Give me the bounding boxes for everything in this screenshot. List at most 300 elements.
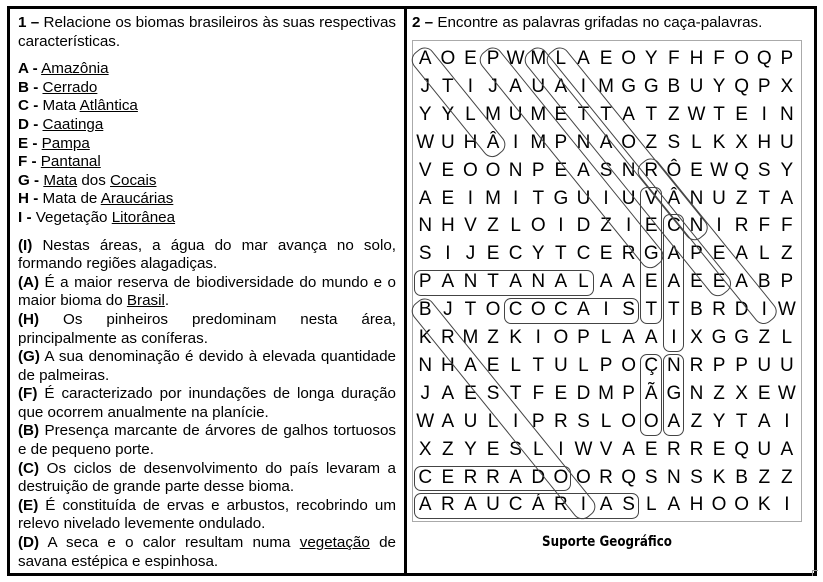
text-fragment: Araucárias [100, 190, 174, 208]
grid-letter: C [666, 215, 681, 237]
grid-letter: A [599, 131, 613, 153]
grid-letter: Z [758, 327, 771, 348]
grid-letter: A [577, 159, 590, 181]
statement-answer: (A) [18, 273, 40, 291]
grid-letter: M [530, 131, 547, 153]
grid-letter: Y [712, 75, 726, 97]
grid-letter: Y [780, 159, 794, 181]
grid-letter: E [599, 48, 613, 69]
grid-letter: W [506, 48, 525, 69]
grid-letter: E [712, 243, 726, 265]
grid-letter: J [443, 299, 453, 321]
grid-letter: R [599, 466, 613, 488]
grid-letter: Ô [666, 159, 682, 181]
grid-letter: E [464, 48, 477, 69]
grid-letter: I [761, 299, 767, 321]
text-fragment: Os ciclos de desenvolvimento do país levaram a destruição de grande parte desse bioma. [18, 459, 396, 496]
statement-answer: (B) [18, 422, 40, 440]
grid-letter: M [462, 327, 479, 348]
grid-letter: A [441, 271, 455, 293]
text-fragment: Amazônia [41, 60, 109, 78]
grid-letter: C [576, 243, 591, 265]
grid-letter: P [531, 159, 545, 181]
grid-letter: R [621, 243, 636, 265]
grid-letter: I [603, 299, 609, 321]
grid-letter: E [599, 243, 613, 265]
grid-letter: A [441, 382, 455, 404]
grid-letter: A [554, 75, 568, 97]
grid-letter: Z [781, 466, 793, 488]
grid-letter: L [600, 410, 612, 432]
word-outline-vertical [640, 354, 662, 436]
grid-letter: A [735, 243, 748, 265]
grid-letter: E [486, 243, 500, 265]
text-fragment: Cocais [110, 171, 157, 189]
grid-letter: Y [464, 438, 477, 460]
biome-letter: D - [18, 115, 39, 133]
grid-letter: I [716, 215, 722, 237]
grid-letter: F [781, 215, 793, 237]
grid-letter: L [510, 354, 521, 376]
grid-letter: L [532, 438, 544, 460]
grid-letter: T [577, 103, 590, 125]
grid-letter: N [418, 215, 433, 237]
text-fragment: Mata de [38, 190, 101, 208]
grid-letter: O [621, 131, 637, 153]
statement-answer: (C) [18, 459, 40, 477]
grid-letter: N [418, 354, 433, 376]
grid-letter: T [758, 187, 771, 209]
word-outline-vertical [663, 354, 685, 436]
grid-letter: G [711, 327, 727, 348]
grid-letter: A [509, 75, 522, 97]
biome-letter: C - [18, 97, 39, 115]
grid-letter: O [530, 299, 546, 321]
grid-letter: H [689, 48, 704, 69]
grid-letter: S [418, 243, 432, 265]
grid-letter: X [735, 131, 748, 153]
grid-letter: O [643, 410, 659, 432]
grid-letter: L [465, 103, 476, 125]
grid-letter: S [644, 466, 658, 488]
biome-letter: F - [18, 153, 37, 171]
text-fragment: É constituída de ervas e arbustos, recobrindo um relevo nivelado levemente ondulado. [18, 496, 396, 533]
grid-letter: X [780, 75, 794, 97]
biome-item [18, 209, 396, 228]
grid-letter: M [598, 382, 614, 404]
grid-letter: G [643, 243, 659, 265]
grid-letter: V [644, 187, 658, 209]
grid-letter: Z [487, 215, 499, 237]
grid-letter: E [554, 103, 568, 125]
biome-letter: G - [18, 171, 40, 189]
grid-letter: N [666, 354, 681, 376]
grid-letter: Q [734, 75, 750, 97]
grid-letter: Q [734, 159, 750, 181]
biome-item [18, 116, 396, 135]
grid-letter: G [553, 187, 569, 209]
grid-letter: B [690, 299, 703, 321]
grid-letter: Z [735, 187, 748, 209]
grid-letter: J [488, 75, 498, 97]
grid-letter: D [531, 466, 546, 488]
grid-letter: T [532, 187, 545, 209]
grid-letter: M [485, 103, 501, 125]
grid-letter: I [535, 327, 541, 348]
grid-letter: L [691, 131, 702, 153]
grid-letter: I [513, 187, 519, 209]
grid-letter: D [734, 299, 749, 321]
text-fragment: Pampa [41, 134, 90, 152]
grid-letter: K [509, 327, 522, 348]
grid-letter: E [554, 159, 568, 181]
grid-letter: L [645, 494, 657, 516]
grid-letter: O [463, 159, 478, 181]
grid-letter: E [554, 382, 568, 404]
grid-letter: A [780, 438, 794, 460]
biome-item [18, 190, 396, 209]
grid-letter: T [509, 382, 522, 404]
grid-letter: Z [668, 103, 680, 125]
grid-letter: E [712, 438, 726, 460]
grid-letter: J [420, 382, 430, 404]
grid-letter: A [577, 299, 590, 321]
grid-letter: E [735, 103, 748, 125]
text-fragment: Presença marcante de árvores de galhos tortuosos e de pequeno porte. [18, 422, 396, 459]
grid-letter: M [530, 103, 547, 125]
text-fragment: Os pinheiros predominam nesta área, principalmente as coníferas. [18, 310, 396, 347]
grid-letter: D [576, 382, 591, 404]
grid-letter: A [418, 494, 432, 516]
grid-letter: P [622, 382, 635, 404]
grid-letter: R [553, 494, 568, 516]
text-fragment: Brasil [126, 292, 165, 310]
grid-letter: L [510, 215, 521, 237]
grid-letter: N [689, 382, 704, 404]
grid-letter: Y [644, 48, 658, 69]
grid-letter: A [509, 271, 522, 293]
grid-letter: G [643, 75, 659, 97]
grid-letter: S [577, 410, 590, 432]
grid-letter: A [757, 410, 771, 432]
grid-letter: F [713, 48, 725, 69]
grid-letter: I [467, 187, 474, 209]
grid-letter: E [441, 159, 455, 181]
grid-letter: S [486, 382, 500, 404]
text-fragment: Mata [38, 97, 80, 115]
grid-letter: A [418, 187, 432, 209]
question-2-text: Encontre as palavras grifadas no caça-palavras. [433, 14, 763, 31]
text-fragment: Nestas áreas, a água do mar avança no solo, formando regiões alagadiças. [18, 236, 396, 273]
grid-letter: T [668, 299, 680, 321]
biome-item [18, 79, 396, 98]
grid-letter: T [645, 299, 658, 321]
grid-letter: P [418, 271, 432, 293]
grid-letter: U [689, 75, 704, 97]
grid-letter: I [626, 215, 632, 237]
text-fragment: Mata [43, 171, 78, 189]
grid-letter: A [622, 438, 635, 460]
grid-letter: U [486, 494, 500, 516]
grid-letter: N [576, 131, 591, 153]
text-fragment: Vegetação [31, 208, 112, 226]
grid-letter: R [734, 215, 749, 237]
word-outline-araucarias [414, 493, 639, 519]
grid-letter: E [486, 354, 500, 376]
grid-letter: A [509, 466, 522, 488]
grid-letter: S [757, 159, 771, 181]
grid-letter: C [508, 243, 523, 265]
statement [18, 274, 396, 311]
text-fragment: dos [77, 171, 111, 189]
grid-letter: H [463, 131, 478, 153]
column-divider [404, 6, 407, 576]
grid-letter: O [553, 466, 569, 488]
grid-letter: U [440, 131, 455, 153]
grid-letter: O [734, 494, 750, 516]
grid-letter: W [416, 410, 435, 432]
grid-letter: A [464, 494, 477, 516]
grid-letter: F [668, 48, 680, 69]
grid-letter: N [508, 159, 523, 181]
grid-letter: B [735, 466, 748, 488]
grid-letter: Y [418, 103, 432, 125]
statement-answer: (I) [18, 236, 33, 254]
grid-letter: N [463, 271, 478, 293]
grid-letter: V [418, 159, 432, 181]
grid-letter: O [711, 494, 727, 516]
grid-letter: Q [756, 48, 772, 69]
grid-letter: Á [531, 494, 545, 516]
grid-letter: A [622, 271, 635, 293]
grid-letter: X [735, 382, 748, 404]
grid-letter: I [467, 75, 474, 97]
statement-answer: (H) [18, 310, 40, 328]
grid-letter: I [580, 75, 587, 97]
grid-letter: Z [600, 215, 612, 237]
grid-letter: A [667, 243, 681, 265]
text-fragment: É caracterizado por inundações de longa duração que ocorrem anualmente na planície. [18, 385, 396, 421]
grid-letter: R [689, 438, 704, 460]
grid-letter: S [509, 438, 522, 460]
text-fragment: Litorânea [111, 208, 176, 226]
grid-letter: N [621, 159, 636, 181]
biome-item [18, 135, 396, 154]
grid-letter: U [712, 187, 726, 209]
grid-letter: S [622, 494, 635, 516]
grid-letter: E [712, 271, 726, 293]
grid-letter: H [440, 215, 455, 237]
grid-letter: T [645, 103, 658, 125]
grid-letter: A [780, 187, 794, 209]
grid-letter: P [780, 48, 794, 69]
grid-letter: O [621, 48, 637, 69]
grid-letter: X [418, 438, 432, 460]
statement [18, 460, 396, 497]
grid-letter: Z [690, 410, 703, 432]
statement [18, 497, 396, 534]
question-2-heading [412, 14, 762, 31]
grid-letter: Y [441, 103, 455, 125]
grid-letter: S [622, 299, 635, 321]
grid-letter: L [578, 271, 589, 293]
grid-letter: T [487, 271, 499, 293]
grid-letter: I [445, 243, 451, 265]
question-1-number: 1 – [18, 14, 40, 31]
grid-letter: B [667, 75, 681, 97]
question-1-text: Relacione os biomas brasileiros às suas respectivas características. [18, 14, 396, 50]
grid-letter: A [418, 48, 432, 69]
grid-letter: E [644, 271, 658, 293]
grid-letter: S [667, 131, 681, 153]
grid-letter: R [644, 159, 659, 181]
word-outline-pantanal [414, 270, 594, 296]
grid-letter: U [779, 354, 794, 376]
statement [18, 237, 396, 274]
biome-letter: H - [18, 190, 39, 208]
grid-letter: U [576, 187, 591, 209]
grid-letter: A [441, 410, 455, 432]
support-credit: Suporte Geográfico [542, 534, 672, 550]
grid-letter: P [735, 354, 748, 376]
grid-letter: M [485, 187, 501, 209]
grid-letter: X [690, 327, 703, 348]
grid-letter: Â [486, 131, 500, 153]
grid-letter: Z [713, 382, 725, 404]
grid-letter: P [486, 48, 500, 69]
grid-letter: O [485, 299, 501, 321]
grid-letter: R [666, 438, 681, 460]
grid-letter: R [712, 299, 726, 321]
text-fragment: vegetação [299, 534, 370, 552]
grid-letter: E [644, 215, 658, 237]
word-outline-cocais [504, 298, 639, 324]
grid-letter: T [600, 103, 612, 125]
grid-letter: P [712, 354, 726, 376]
grid-letter: Z [781, 243, 793, 265]
grid-letter: Y [712, 410, 726, 432]
grid-letter: E [690, 271, 703, 293]
grid-letter: R [440, 327, 455, 348]
grid-letter: P [780, 271, 794, 293]
text-fragment: . [164, 292, 170, 310]
grid-letter: C [508, 299, 523, 321]
grid-letter: O [734, 48, 750, 69]
grid-letter: V [599, 438, 613, 460]
grid-letter: Y [531, 243, 545, 265]
grid-letter: P [577, 327, 590, 348]
grid-letter: A [735, 271, 748, 293]
grid-letter: P [554, 131, 568, 153]
grid-letter: T [555, 243, 567, 265]
grid-letter: R [440, 494, 455, 516]
grid-letter: A [667, 271, 681, 293]
grid-letter: U [463, 410, 478, 432]
statement-answer: (F) [18, 385, 38, 403]
grid-letter: Â [667, 187, 681, 209]
text-fragment: É a maior reserva de biodiversidade do mundo e o maior bioma do [18, 273, 396, 310]
grid-letter: A [644, 327, 658, 348]
biome-item [18, 60, 396, 79]
grid-letter: I [558, 215, 564, 237]
grid-letter: U [779, 131, 794, 153]
grid-letter: D [576, 215, 591, 237]
grid-letter: W [416, 131, 435, 153]
statement-answer: (D) [18, 534, 40, 552]
grid-letter: I [784, 410, 790, 432]
biome-list [18, 60, 396, 227]
biome-item [18, 172, 396, 191]
statement [18, 385, 396, 422]
grid-letter: L [555, 48, 567, 69]
statement-list [18, 237, 396, 572]
biome-letter: A - [18, 60, 38, 78]
grid-letter: U [757, 354, 772, 376]
grid-letter: A [464, 354, 477, 376]
grid-letter: P [531, 410, 545, 432]
word-search-grid [413, 46, 803, 520]
grid-letter: E [441, 466, 455, 488]
grid-letter: I [513, 410, 519, 432]
grid-letter: U [621, 187, 636, 209]
grid-letter: B [757, 271, 771, 293]
grid-letter: G [666, 382, 682, 404]
grid-letter: G [621, 75, 637, 97]
question-1-heading [18, 14, 396, 51]
grid-letter: Q [621, 466, 637, 488]
grid-letter: A [554, 271, 568, 293]
grid-letter: K [418, 327, 432, 348]
grid-letter: Z [487, 327, 499, 348]
grid-letter: I [513, 131, 519, 153]
grid-letter: M [598, 75, 614, 97]
grid-letter: O [485, 159, 501, 181]
grid-letter: A [599, 494, 613, 516]
grid-letter: O [621, 354, 637, 376]
grid-letter: I [558, 438, 564, 460]
grid-letter: A [667, 494, 681, 516]
question-2-number: 2 – [412, 14, 434, 31]
grid-letter: N [666, 466, 681, 488]
grid-letter: K [757, 494, 771, 516]
grid-letter: C [553, 299, 568, 321]
statement-answer: (G) [18, 348, 40, 366]
grid-letter: T [735, 410, 748, 432]
statement [18, 311, 396, 348]
grid-letter: L [578, 354, 589, 376]
grid-letter: F [532, 382, 545, 404]
grid-letter: E [464, 382, 477, 404]
biome-item [18, 153, 396, 172]
grid-letter: H [757, 131, 772, 153]
grid-letter: I [671, 327, 677, 348]
grid-letter: I [603, 187, 609, 209]
grid-letter: T [532, 354, 545, 376]
grid-letter: L [600, 327, 612, 348]
grid-letter: J [420, 75, 430, 97]
grid-letter: A [667, 410, 681, 432]
grid-letter: E [486, 438, 500, 460]
grid-letter: E [690, 159, 703, 181]
grid-letter: U [553, 354, 568, 376]
grid-letter: H [440, 354, 455, 376]
grid-letter: P [690, 243, 703, 265]
biome-letter: E - [18, 134, 38, 152]
grid-letter: E [757, 382, 771, 404]
grid-letter: R [553, 410, 568, 432]
text-fragment: A seca e o calor resultam numa [39, 534, 300, 552]
grid-letter: Z [758, 466, 771, 488]
